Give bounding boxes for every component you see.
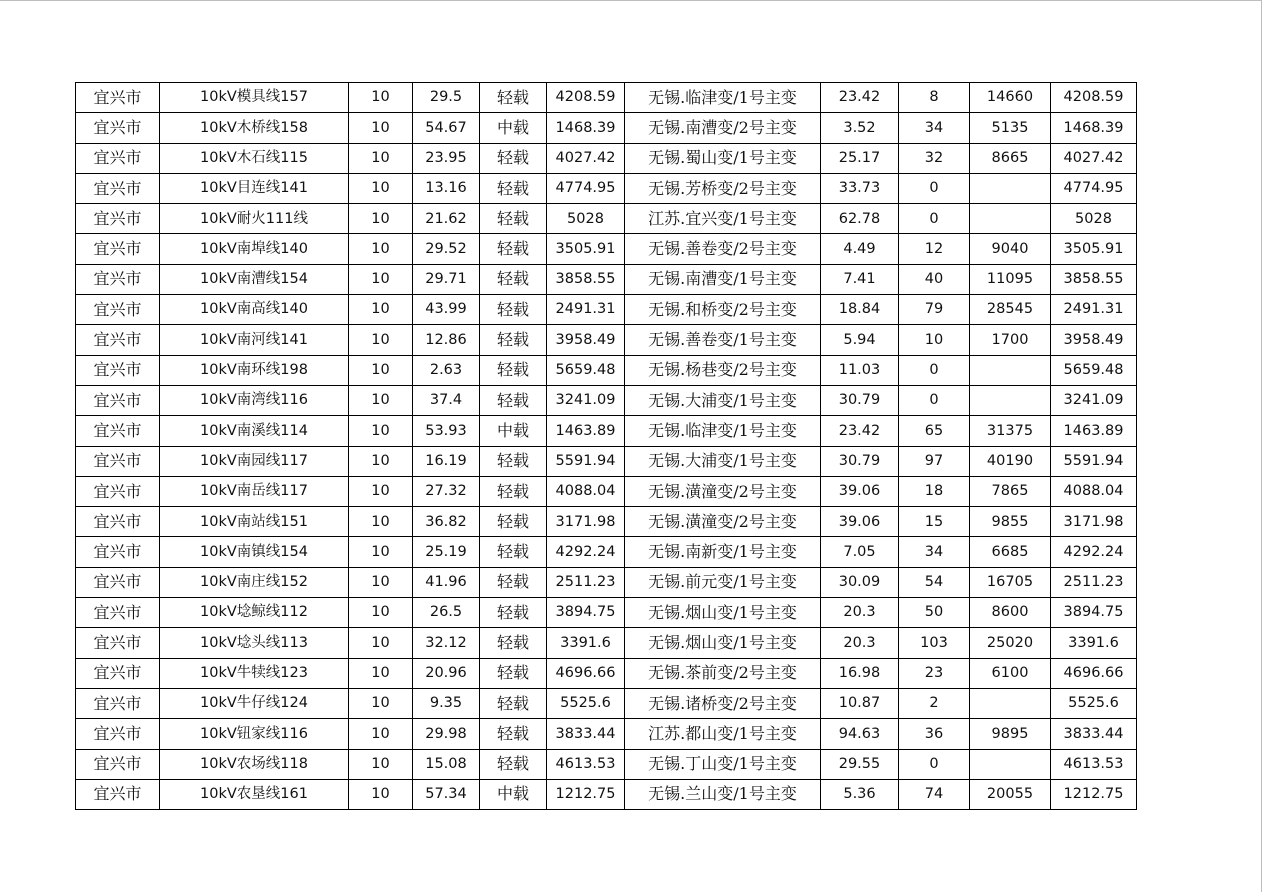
cell-load-status: 轻载: [480, 204, 547, 234]
cell-city: 宜兴市: [76, 567, 160, 597]
cell-load-status: 轻载: [480, 688, 547, 718]
cell-customer-capacity: 20055: [970, 779, 1051, 809]
cell-substation-load: 39.06: [821, 476, 899, 506]
cell-line-name: 10kV南湾线116: [160, 385, 349, 415]
cell-customer-capacity: 16705: [970, 567, 1051, 597]
cell-load-rate: 25.19: [413, 537, 480, 567]
cell-available-capacity: 3241.09: [1051, 385, 1137, 415]
cell-line-name: 10kV南镇线154: [160, 537, 349, 567]
cell-line-name: 10kV南河线141: [160, 325, 349, 355]
cell-customer-count: 50: [899, 598, 970, 628]
cell-substation-load: 33.73: [821, 173, 899, 203]
cell-city: 宜兴市: [76, 173, 160, 203]
cell-capacity: 4774.95: [547, 173, 625, 203]
cell-line-name: 10kV埝鲸线112: [160, 598, 349, 628]
table-row: [76, 598, 1137, 628]
table-row: [76, 173, 1137, 203]
cell-city: 宜兴市: [76, 355, 160, 385]
cell-load-rate: 21.62: [413, 204, 480, 234]
cell-substation: 无锡.潢潼变/2号主变: [625, 476, 821, 506]
cell-capacity: 2511.23: [547, 567, 625, 597]
cell-substation-load: 30.79: [821, 446, 899, 476]
table-row: [76, 688, 1137, 718]
cell-customer-count: 18: [899, 476, 970, 506]
table-body: [76, 83, 1137, 810]
cell-load-status: 轻载: [480, 83, 547, 113]
cell-voltage: 10: [349, 476, 413, 506]
cell-city: 宜兴市: [76, 113, 160, 143]
cell-load-rate: 26.5: [413, 598, 480, 628]
cell-customer-capacity: 40190: [970, 446, 1051, 476]
cell-voltage: 10: [349, 446, 413, 476]
cell-line-name: 10kV南埠线140: [160, 234, 349, 264]
cell-substation-load: 16.98: [821, 658, 899, 688]
cell-voltage: 10: [349, 688, 413, 718]
cell-customer-count: 0: [899, 204, 970, 234]
cell-line-name: 10kV南站线151: [160, 507, 349, 537]
table-row: [76, 355, 1137, 385]
cell-customer-capacity: 9895: [970, 719, 1051, 749]
cell-customer-capacity: 6685: [970, 537, 1051, 567]
cell-substation-load: 5.94: [821, 325, 899, 355]
cell-load-status: 轻载: [480, 385, 547, 415]
cell-substation: 无锡.丁山变/1号主变: [625, 749, 821, 779]
table-row: [76, 325, 1137, 355]
cell-load-rate: 27.32: [413, 476, 480, 506]
cell-load-status: 轻载: [480, 264, 547, 294]
cell-customer-capacity: 9855: [970, 507, 1051, 537]
cell-substation-load: 18.84: [821, 295, 899, 325]
cell-available-capacity: 4292.24: [1051, 537, 1137, 567]
cell-customer-capacity: 9040: [970, 234, 1051, 264]
cell-load-rate: 53.93: [413, 416, 480, 446]
cell-available-capacity: 5525.6: [1051, 688, 1137, 718]
cell-capacity: 4088.04: [547, 476, 625, 506]
cell-voltage: 10: [349, 295, 413, 325]
cell-substation: 无锡.烟山变/1号主变: [625, 628, 821, 658]
cell-load-rate: 36.82: [413, 507, 480, 537]
cell-customer-capacity: 8600: [970, 598, 1051, 628]
cell-load-status: 轻载: [480, 749, 547, 779]
cell-voltage: 10: [349, 355, 413, 385]
cell-customer-count: 12: [899, 234, 970, 264]
cell-capacity: 4292.24: [547, 537, 625, 567]
cell-load-status: 轻载: [480, 476, 547, 506]
cell-substation: 无锡.南漕变/1号主变: [625, 264, 821, 294]
cell-capacity: 5028: [547, 204, 625, 234]
cell-capacity: 4613.53: [547, 749, 625, 779]
cell-capacity: 4208.59: [547, 83, 625, 113]
cell-customer-count: 34: [899, 113, 970, 143]
cell-substation-load: 7.05: [821, 537, 899, 567]
cell-customer-capacity: [970, 204, 1051, 234]
cell-substation: 无锡.烟山变/1号主变: [625, 598, 821, 628]
feeder-load-table: [75, 82, 1137, 810]
cell-customer-capacity: 8665: [970, 143, 1051, 173]
cell-city: 宜兴市: [76, 628, 160, 658]
table-row: [76, 385, 1137, 415]
cell-customer-count: 23: [899, 658, 970, 688]
cell-substation-load: 5.36: [821, 779, 899, 809]
cell-available-capacity: 4696.66: [1051, 658, 1137, 688]
cell-line-name: 10kV埝头线113: [160, 628, 349, 658]
cell-substation: 无锡.杨巷变/2号主变: [625, 355, 821, 385]
cell-load-rate: 32.12: [413, 628, 480, 658]
cell-substation: 无锡.善卷变/2号主变: [625, 234, 821, 264]
cell-load-rate: 41.96: [413, 567, 480, 597]
cell-line-name: 10kV牛犊线123: [160, 658, 349, 688]
cell-load-rate: 29.71: [413, 264, 480, 294]
cell-available-capacity: 3833.44: [1051, 719, 1137, 749]
cell-city: 宜兴市: [76, 385, 160, 415]
cell-load-rate: 20.96: [413, 658, 480, 688]
cell-load-status: 轻载: [480, 567, 547, 597]
table-row: [76, 264, 1137, 294]
table-row: [76, 416, 1137, 446]
cell-voltage: 10: [349, 264, 413, 294]
cell-voltage: 10: [349, 567, 413, 597]
cell-load-rate: 43.99: [413, 295, 480, 325]
cell-load-rate: 37.4: [413, 385, 480, 415]
cell-customer-capacity: 31375: [970, 416, 1051, 446]
cell-load-rate: 12.86: [413, 325, 480, 355]
cell-customer-capacity: 7865: [970, 476, 1051, 506]
cell-available-capacity: 2511.23: [1051, 567, 1137, 597]
cell-line-name: 10kV南环线198: [160, 355, 349, 385]
cell-available-capacity: 3391.6: [1051, 628, 1137, 658]
table-row: [76, 537, 1137, 567]
cell-substation-load: 39.06: [821, 507, 899, 537]
table-row: [76, 779, 1137, 809]
cell-voltage: 10: [349, 143, 413, 173]
cell-substation-load: 10.87: [821, 688, 899, 718]
cell-capacity: 3171.98: [547, 507, 625, 537]
cell-substation: 无锡.大浦变/1号主变: [625, 385, 821, 415]
cell-load-rate: 13.16: [413, 173, 480, 203]
cell-available-capacity: 3958.49: [1051, 325, 1137, 355]
cell-customer-count: 79: [899, 295, 970, 325]
cell-line-name: 10kV模具线157: [160, 83, 349, 113]
cell-customer-capacity: [970, 385, 1051, 415]
cell-voltage: 10: [349, 628, 413, 658]
cell-customer-capacity: 6100: [970, 658, 1051, 688]
cell-substation: 无锡.蜀山变/1号主变: [625, 143, 821, 173]
cell-voltage: 10: [349, 779, 413, 809]
cell-available-capacity: 3894.75: [1051, 598, 1137, 628]
cell-customer-count: 65: [899, 416, 970, 446]
cell-capacity: 3894.75: [547, 598, 625, 628]
cell-load-status: 轻载: [480, 446, 547, 476]
cell-city: 宜兴市: [76, 416, 160, 446]
cell-substation-load: 20.3: [821, 628, 899, 658]
cell-voltage: 10: [349, 507, 413, 537]
cell-voltage: 10: [349, 749, 413, 779]
cell-customer-count: 0: [899, 355, 970, 385]
cell-city: 宜兴市: [76, 507, 160, 537]
cell-substation: 江苏.宜兴变/1号主变: [625, 204, 821, 234]
cell-customer-count: 36: [899, 719, 970, 749]
table-row: [76, 295, 1137, 325]
cell-customer-capacity: 11095: [970, 264, 1051, 294]
cell-city: 宜兴市: [76, 537, 160, 567]
cell-line-name: 10kV目连线141: [160, 173, 349, 203]
cell-load-status: 轻载: [480, 234, 547, 264]
cell-customer-capacity: 28545: [970, 295, 1051, 325]
cell-load-status: 轻载: [480, 295, 547, 325]
cell-capacity: 1468.39: [547, 113, 625, 143]
cell-substation-load: 62.78: [821, 204, 899, 234]
cell-line-name: 10kV农场线118: [160, 749, 349, 779]
cell-substation: 无锡.大浦变/1号主变: [625, 446, 821, 476]
cell-customer-count: 0: [899, 173, 970, 203]
cell-load-status: 轻载: [480, 628, 547, 658]
cell-substation: 无锡.诸桥变/2号主变: [625, 688, 821, 718]
cell-substation: 无锡.和桥变/2号主变: [625, 295, 821, 325]
cell-load-status: 轻载: [480, 355, 547, 385]
cell-available-capacity: 3858.55: [1051, 264, 1137, 294]
table-row: [76, 143, 1137, 173]
cell-line-name: 10kV南漕线154: [160, 264, 349, 294]
cell-substation-load: 4.49: [821, 234, 899, 264]
cell-available-capacity: 3171.98: [1051, 507, 1137, 537]
cell-available-capacity: 2491.31: [1051, 295, 1137, 325]
cell-capacity: 1212.75: [547, 779, 625, 809]
cell-voltage: 10: [349, 234, 413, 264]
cell-city: 宜兴市: [76, 325, 160, 355]
cell-capacity: 3241.09: [547, 385, 625, 415]
cell-voltage: 10: [349, 113, 413, 143]
cell-load-rate: 15.08: [413, 749, 480, 779]
cell-substation-load: 23.42: [821, 416, 899, 446]
cell-capacity: 5659.48: [547, 355, 625, 385]
cell-available-capacity: 1463.89: [1051, 416, 1137, 446]
cell-available-capacity: 4088.04: [1051, 476, 1137, 506]
cell-substation: 无锡.茶前变/2号主变: [625, 658, 821, 688]
cell-substation: 无锡.善卷变/1号主变: [625, 325, 821, 355]
cell-customer-count: 34: [899, 537, 970, 567]
cell-voltage: 10: [349, 537, 413, 567]
cell-substation: 无锡.临津变/1号主变: [625, 83, 821, 113]
cell-load-rate: 23.95: [413, 143, 480, 173]
cell-voltage: 10: [349, 325, 413, 355]
cell-customer-count: 0: [899, 749, 970, 779]
cell-load-rate: 9.35: [413, 688, 480, 718]
cell-city: 宜兴市: [76, 143, 160, 173]
cell-load-rate: 16.19: [413, 446, 480, 476]
cell-line-name: 10kV南园线117: [160, 446, 349, 476]
cell-line-name: 10kV农垦线161: [160, 779, 349, 809]
cell-substation-load: 25.17: [821, 143, 899, 173]
cell-substation-load: 23.42: [821, 83, 899, 113]
cell-voltage: 10: [349, 416, 413, 446]
cell-customer-count: 97: [899, 446, 970, 476]
table-row: [76, 749, 1137, 779]
table-row: [76, 567, 1137, 597]
cell-substation-load: 29.55: [821, 749, 899, 779]
cell-load-status: 轻载: [480, 719, 547, 749]
cell-load-status: 中载: [480, 779, 547, 809]
cell-line-name: 10kV南岳线117: [160, 476, 349, 506]
table-row: [76, 507, 1137, 537]
cell-load-status: 轻载: [480, 507, 547, 537]
cell-load-rate: 29.98: [413, 719, 480, 749]
cell-available-capacity: 4613.53: [1051, 749, 1137, 779]
cell-load-rate: 57.34: [413, 779, 480, 809]
cell-voltage: 10: [349, 385, 413, 415]
cell-capacity: 3858.55: [547, 264, 625, 294]
cell-available-capacity: 4208.59: [1051, 83, 1137, 113]
cell-customer-capacity: [970, 355, 1051, 385]
cell-voltage: 10: [349, 719, 413, 749]
cell-available-capacity: 5028: [1051, 204, 1137, 234]
cell-customer-count: 32: [899, 143, 970, 173]
cell-customer-capacity: 1700: [970, 325, 1051, 355]
cell-customer-count: 2: [899, 688, 970, 718]
cell-customer-count: 103: [899, 628, 970, 658]
cell-substation-load: 20.3: [821, 598, 899, 628]
cell-city: 宜兴市: [76, 446, 160, 476]
cell-substation-load: 30.79: [821, 385, 899, 415]
cell-line-name: 10kV木桥线158: [160, 113, 349, 143]
cell-substation: 无锡.兰山变/1号主变: [625, 779, 821, 809]
cell-substation-load: 30.09: [821, 567, 899, 597]
cell-load-status: 中载: [480, 113, 547, 143]
cell-city: 宜兴市: [76, 719, 160, 749]
table-row: [76, 83, 1137, 113]
cell-load-rate: 29.5: [413, 83, 480, 113]
cell-capacity: 1463.89: [547, 416, 625, 446]
cell-available-capacity: 1468.39: [1051, 113, 1137, 143]
table-row: [76, 113, 1137, 143]
cell-load-status: 轻载: [480, 173, 547, 203]
cell-substation: 无锡.潢潼变/2号主变: [625, 507, 821, 537]
cell-capacity: 5525.6: [547, 688, 625, 718]
cell-available-capacity: 5591.94: [1051, 446, 1137, 476]
cell-city: 宜兴市: [76, 83, 160, 113]
table-row: [76, 234, 1137, 264]
cell-customer-capacity: 14660: [970, 83, 1051, 113]
table-row: [76, 719, 1137, 749]
cell-load-status: 轻载: [480, 143, 547, 173]
cell-substation: 无锡.南漕变/2号主变: [625, 113, 821, 143]
cell-customer-capacity: [970, 173, 1051, 203]
cell-city: 宜兴市: [76, 476, 160, 506]
cell-substation-load: 3.52: [821, 113, 899, 143]
cell-load-status: 中载: [480, 416, 547, 446]
table-row: [76, 446, 1137, 476]
cell-substation-load: 94.63: [821, 719, 899, 749]
cell-capacity: 4696.66: [547, 658, 625, 688]
cell-substation-load: 11.03: [821, 355, 899, 385]
cell-customer-capacity: 5135: [970, 113, 1051, 143]
cell-customer-count: 0: [899, 385, 970, 415]
cell-capacity: 3391.6: [547, 628, 625, 658]
cell-line-name: 10kV南高线140: [160, 295, 349, 325]
cell-customer-count: 8: [899, 83, 970, 113]
cell-line-name: 10kV钮家线116: [160, 719, 349, 749]
cell-available-capacity: 4027.42: [1051, 143, 1137, 173]
cell-available-capacity: 3505.91: [1051, 234, 1137, 264]
cell-available-capacity: 5659.48: [1051, 355, 1137, 385]
cell-line-name: 10kV耐火111线: [160, 204, 349, 234]
cell-load-status: 轻载: [480, 658, 547, 688]
cell-load-rate: 2.63: [413, 355, 480, 385]
cell-city: 宜兴市: [76, 234, 160, 264]
cell-substation: 无锡.芳桥变/2号主变: [625, 173, 821, 203]
cell-substation: 无锡.前元变/1号主变: [625, 567, 821, 597]
cell-voltage: 10: [349, 204, 413, 234]
cell-available-capacity: 1212.75: [1051, 779, 1137, 809]
cell-substation: 无锡.南新变/1号主变: [625, 537, 821, 567]
cell-load-rate: 54.67: [413, 113, 480, 143]
cell-voltage: 10: [349, 173, 413, 203]
cell-customer-count: 74: [899, 779, 970, 809]
cell-voltage: 10: [349, 658, 413, 688]
cell-customer-count: 54: [899, 567, 970, 597]
cell-customer-count: 10: [899, 325, 970, 355]
cell-capacity: 5591.94: [547, 446, 625, 476]
cell-load-status: 轻载: [480, 325, 547, 355]
cell-voltage: 10: [349, 83, 413, 113]
cell-city: 宜兴市: [76, 204, 160, 234]
cell-line-name: 10kV牛仔线124: [160, 688, 349, 718]
cell-city: 宜兴市: [76, 779, 160, 809]
cell-line-name: 10kV南溪线114: [160, 416, 349, 446]
cell-capacity: 3958.49: [547, 325, 625, 355]
cell-capacity: 3505.91: [547, 234, 625, 264]
cell-city: 宜兴市: [76, 264, 160, 294]
table-row: [76, 628, 1137, 658]
cell-customer-count: 15: [899, 507, 970, 537]
cell-city: 宜兴市: [76, 295, 160, 325]
cell-line-name: 10kV南庄线152: [160, 567, 349, 597]
cell-capacity: 2491.31: [547, 295, 625, 325]
cell-city: 宜兴市: [76, 749, 160, 779]
cell-customer-capacity: [970, 688, 1051, 718]
table-row: [76, 204, 1137, 234]
cell-line-name: 10kV木石线115: [160, 143, 349, 173]
cell-city: 宜兴市: [76, 598, 160, 628]
cell-substation: 江苏.都山变/1号主变: [625, 719, 821, 749]
cell-voltage: 10: [349, 598, 413, 628]
cell-city: 宜兴市: [76, 688, 160, 718]
cell-capacity: 3833.44: [547, 719, 625, 749]
cell-load-rate: 29.52: [413, 234, 480, 264]
cell-customer-capacity: [970, 749, 1051, 779]
cell-city: 宜兴市: [76, 658, 160, 688]
table-row: [76, 658, 1137, 688]
cell-customer-count: 40: [899, 264, 970, 294]
cell-customer-capacity: 25020: [970, 628, 1051, 658]
cell-load-status: 轻载: [480, 598, 547, 628]
cell-capacity: 4027.42: [547, 143, 625, 173]
cell-substation-load: 7.41: [821, 264, 899, 294]
cell-substation: 无锡.临津变/1号主变: [625, 416, 821, 446]
cell-load-status: 轻载: [480, 537, 547, 567]
table-row: [76, 476, 1137, 506]
cell-available-capacity: 4774.95: [1051, 173, 1137, 203]
